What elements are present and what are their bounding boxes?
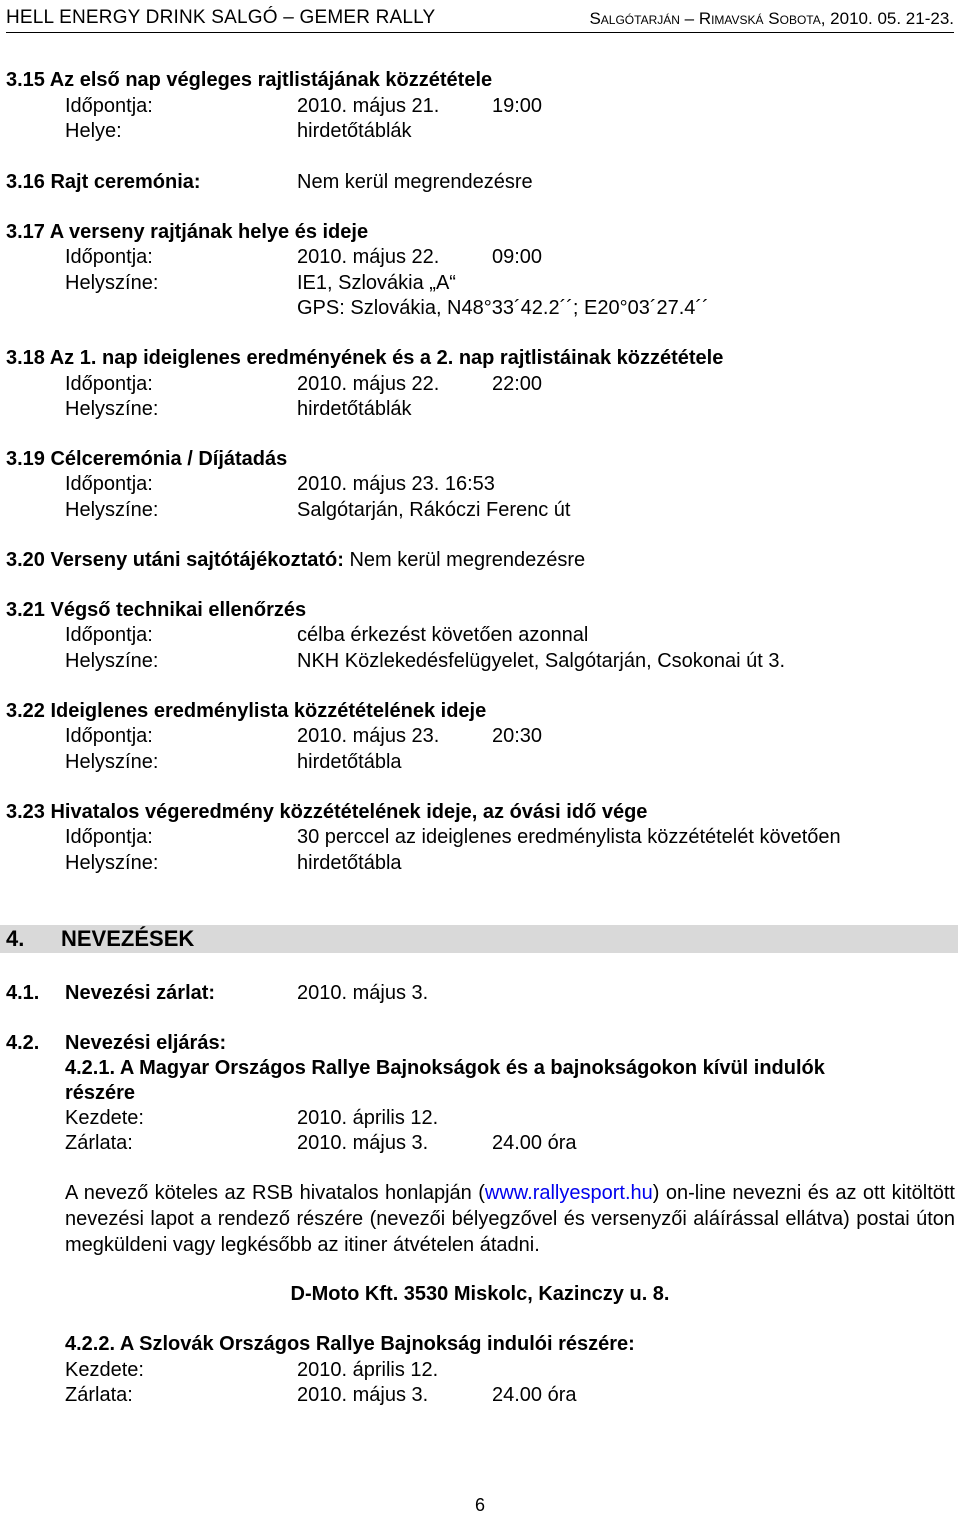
s319-place-label: Helyszíne: (65, 499, 159, 521)
s315-time-label: Időpontja: (65, 95, 153, 117)
s319-place: Salgótarján, Rákóczi Ferenc út (297, 499, 571, 521)
rallyesport-link[interactable] (485, 1182, 653, 1204)
s315-place: hirdetőtáblák (297, 120, 412, 142)
s323-time-label: Időpontja: (65, 826, 153, 848)
section-3-22-title: 3.22 Ideiglenes eredménylista közzétételének ideje (6, 700, 487, 722)
section-3-17-title: 3.17 A verseny rajtjának helye és ideje (6, 221, 369, 243)
s317-gps: GPS: Szlovákia, N48°33´42.2´´; E20°03´27.4´´ (297, 297, 709, 319)
s323-place-label: Helyszíne: (65, 852, 159, 874)
section-3-18-title: 3.18 Az 1. nap ideiglenes eredményének és a 2. nap rajtlistáinak közzététele (6, 347, 724, 369)
s318-time-label: Időpontja: (65, 373, 153, 395)
s317-place: IE1, Szlovákia „A“ (297, 272, 456, 294)
s321-place: NKH Közlekedésfelügyelet, Salgótarján, Csokonai út 3. (297, 650, 786, 672)
section-3-20 (6, 548, 585, 572)
s319-datetime: 2010. május 23. 16:53 (297, 473, 495, 495)
section-3-23-title: 3.23 Hivatalos végeredmény közzétételének ideje, az óvási idő vége (6, 801, 648, 823)
s422-start: 2010. április 12. (297, 1359, 439, 1381)
section-3-15-title: 3.15 Az első nap végleges rajtlistájának közzététele (6, 69, 493, 91)
rallyesport-link-domain: www.rallyesport. (484, 1182, 631, 1204)
s317-date: 2010. május 22. (297, 246, 440, 268)
rallyesport-link-tld: hu (630, 1182, 653, 1204)
s421-para-before: A nevező köteles az RSB hivatalos honlapján ( (65, 1182, 485, 1204)
s317-time-label: Időpontja: (65, 246, 153, 268)
s422-close: 2010. május 3. (297, 1384, 429, 1406)
s322-place-label: Helyszíne: (65, 751, 159, 773)
header-rule (6, 32, 954, 33)
s315-date: 2010. május 21. (297, 95, 440, 117)
s323-time: 30 perccel az ideiglenes eredménylista közzétételét követően (297, 826, 841, 848)
section-4-number: 4. (6, 926, 25, 951)
s421-paragraph (65, 1180, 955, 1258)
s421-close-label: Zárlata: (65, 1132, 133, 1154)
s322-time-label: Időpontja: (65, 725, 153, 747)
s315-place-label: Helye: (65, 120, 122, 142)
s318-place: hirdetőtáblák (297, 398, 412, 420)
s41-title: Nevezési zárlat: (65, 982, 216, 1004)
s317-time: 09:00 (492, 246, 543, 268)
s41-value: 2010. május 3. (297, 982, 429, 1004)
s318-date: 2010. május 22. (297, 373, 440, 395)
s322-date: 2010. május 23. (297, 725, 440, 747)
s317-place-label: Helyszíne: (65, 272, 159, 294)
s422-close-label: Zárlata: (65, 1384, 133, 1406)
section-4-title: NEVEZÉSEK (61, 926, 195, 951)
s41-number: 4.1. (6, 982, 40, 1004)
s422-close-time: 24.00 óra (492, 1384, 577, 1406)
s421-start: 2010. április 12. (297, 1107, 439, 1129)
s318-place-label: Helyszíne: (65, 398, 159, 420)
page-number: 6 (474, 1495, 485, 1515)
s322-place: hirdetőtábla (297, 751, 402, 773)
s322-time: 20:30 (492, 725, 543, 747)
s42-title: Nevezési eljárás: (65, 1032, 227, 1054)
s319-time-label: Időpontja: (65, 473, 153, 495)
s321-place-label: Helyszíne: (65, 650, 159, 672)
s42-number: 4.2. (6, 1032, 40, 1054)
s421-close: 2010. május 3. (297, 1132, 429, 1154)
header-title: HELL ENERGY DRINK SALGÓ – GEMER RALLY (6, 7, 436, 28)
s318-time: 22:00 (492, 373, 543, 395)
section-4-heading (0, 925, 958, 953)
s421-close-time: 24.00 óra (492, 1132, 577, 1154)
s422-title: 4.2.2. A Szlovák Országos Rallye Bajnokság indulói részére: (65, 1333, 635, 1355)
section-3-21-title: 3.21 Végső technikai ellenőrzés (6, 599, 307, 621)
section-3-20-title: 3.20 Verseny utáni sajtótájékoztató: (6, 549, 344, 571)
s421-address: D-Moto Kft. 3530 Miskolc, Kazinczy u. 8. (290, 1283, 670, 1305)
section-3-19-title: 3.19 Célceremónia / Díjátadás (6, 448, 288, 470)
s421-para-after: ) on-line nevezni és az ott kitöltött nevezési lapot a rendező részére (nevezői bélyegzővel és versenyzői aláírással ellátva) postai úton megküldeni vagy legkésőbb az itiner átvételen átadni. (65, 1182, 955, 1256)
s316-value: Nem kerül megrendezésre (297, 171, 533, 193)
header-location-date: Salgótarján – Rimavská Sobota, 2010. 05. 21-23. (589, 9, 954, 28)
s320-value: Nem kerül megrendezésre (349, 549, 586, 571)
s321-time: célba érkezést követően azonnal (297, 624, 589, 646)
s323-place: hirdetőtábla (297, 852, 402, 874)
s421-start-label: Kezdete: (65, 1107, 144, 1129)
s421-title-line2: részére (65, 1082, 136, 1104)
s421-title-line1: 4.2.1. A Magyar Országos Rallye Bajnokságok és a bajnokságokon kívül indulók (65, 1057, 825, 1079)
s422-start-label: Kezdete: (65, 1359, 144, 1381)
section-3-16-title: 3.16 Rajt ceremónia: (6, 171, 201, 193)
s315-time: 19:00 (492, 95, 543, 117)
page-header (6, 4, 954, 32)
s321-time-label: Időpontja: (65, 624, 153, 646)
